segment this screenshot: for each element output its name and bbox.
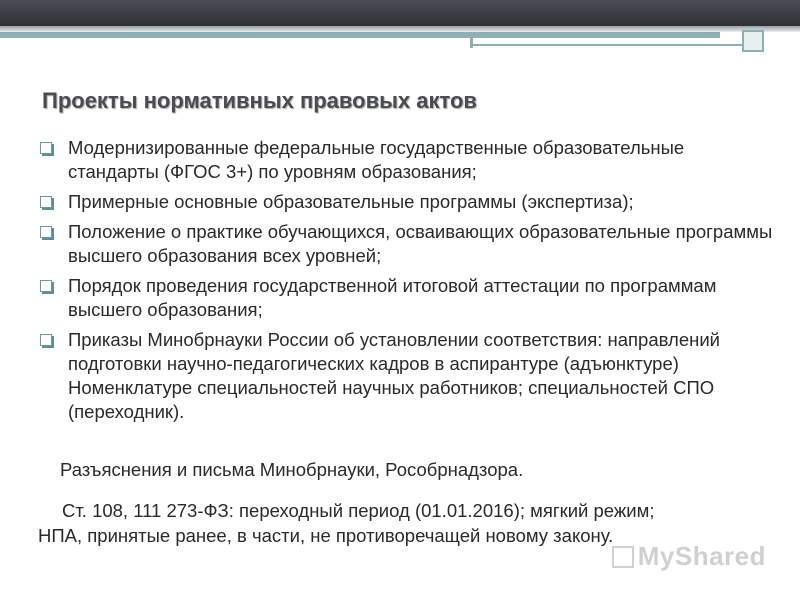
list-item-text: Порядок проведения государственной итоговой аттестации по программам высшего образования; [68, 275, 717, 320]
list-item [38, 328, 778, 424]
decorative-box-icon [742, 30, 764, 52]
watermark-text: MyShared [637, 541, 766, 571]
square-bullet-icon [40, 226, 52, 238]
list-item-text: Приказы Минобрнауки России об установлении соответствия: направлений подготовки научно-педагогических кадров в аспирантуре (адъюнктуре) Номенклатуре специальностей научных работников; специальностей СПО (переходник). [68, 329, 720, 422]
watermark [612, 541, 766, 572]
list-item-text: Примерные основные образовательные программы (экспертиза); [68, 191, 634, 212]
top-header-band [0, 0, 800, 26]
paragraph-line-1: Ст. 108, 111 273-ФЗ: переходный период (01.01.2016); мягкий режим; [62, 500, 655, 521]
square-bullet-icon [40, 142, 52, 154]
decorative-bar-right [470, 32, 720, 38]
square-bullet-icon [40, 280, 52, 292]
bullet-list [38, 136, 778, 430]
paragraph-line-2: НПА, принятые ранее, в части, не противоречащей новому закону. [38, 525, 614, 546]
list-item-text: Модернизированные федеральные государственные образовательные стандарты (ФГОС 3+) по уровням образования; [68, 137, 685, 182]
myshared-logo-icon [612, 546, 634, 568]
clarifications-text: Разъяснения и письма Минобрнауки, Рособрнадзора. [60, 459, 524, 480]
slide-title: Проекты нормативных правовых актов [42, 88, 477, 113]
decorative-bar-left [0, 32, 470, 38]
list-item [38, 220, 778, 268]
list-item [38, 190, 778, 214]
list-item [38, 274, 778, 322]
square-bullet-icon [40, 334, 52, 346]
decorative-line [472, 44, 742, 46]
square-bullet-icon [40, 196, 52, 208]
list-item-text: Положение о практике обучающихся, осваивающих образовательные программы высшего образования всех уровней; [68, 221, 773, 266]
list-item [38, 136, 778, 184]
